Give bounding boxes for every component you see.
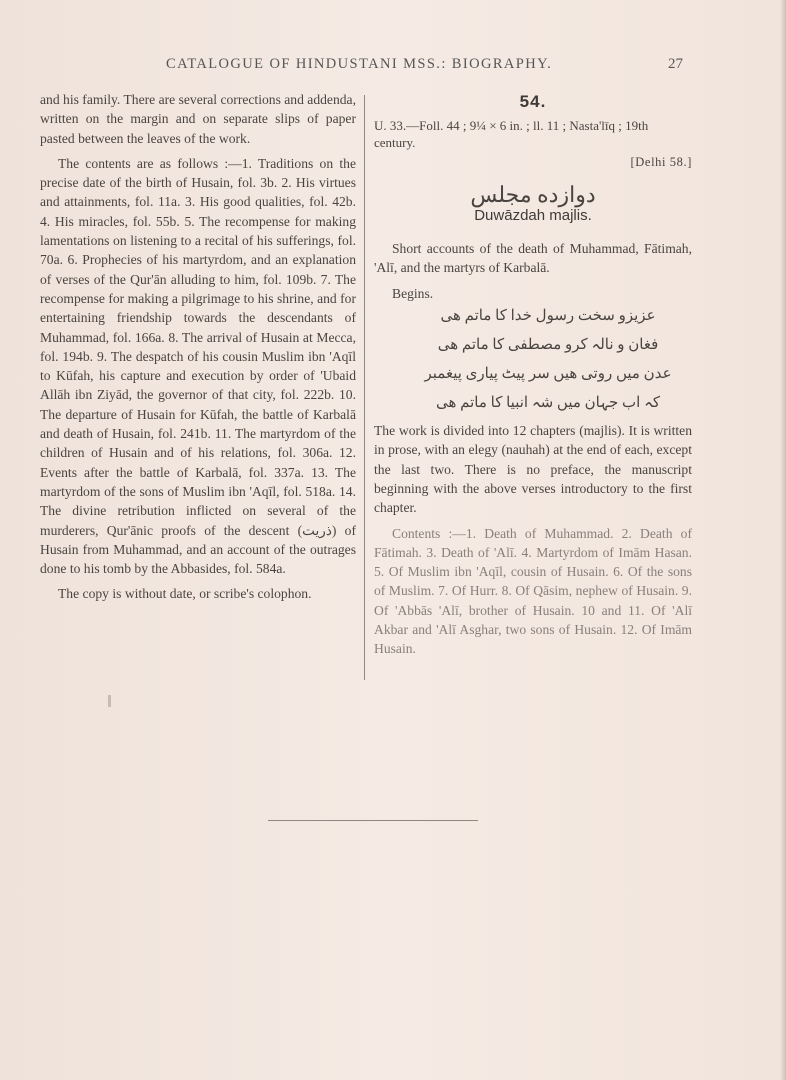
verse-line: عدن میں روتی هیں سر پیٹ پیاری پیغمبر bbox=[424, 366, 672, 383]
collection-reference: [Delhi 58.] bbox=[630, 155, 692, 170]
persian-title: دوازده مجلس bbox=[470, 181, 596, 207]
title-transliteration: Duwāzdah majlis. bbox=[474, 206, 592, 224]
colophon-note: The copy is without date, or scribe's colophon. bbox=[58, 586, 312, 602]
paper-mark bbox=[108, 695, 111, 707]
column-divider bbox=[364, 95, 365, 680]
shelfmark: U. 33.—Foll. 44 ; 9¼ × 6 in. ; ll. 11 ; Nasta'līq ; 19th century. bbox=[374, 118, 649, 151]
verse-line: کہ اب جہان میں شہ انبیا کا ماتم هی bbox=[435, 395, 661, 412]
left-column bbox=[40, 90, 356, 610]
running-head bbox=[0, 56, 786, 76]
continuation-paragraph: and his family. There are several corrections and addenda, written on the margin and on separate slips of paper pasted between the leaves of the work. bbox=[40, 92, 356, 146]
end-rule bbox=[268, 820, 478, 821]
running-title: CATALOGUE OF HINDUSTANI MSS.: BIOGRAPHY. bbox=[166, 56, 553, 72]
page-number: 27 bbox=[668, 56, 683, 72]
begins-label: Begins. bbox=[392, 285, 434, 301]
contents-paragraph: The contents are as follows :—1. Traditions on the precise date of the birth of Husain, fol. 3b. 2. His virtues and attainments, fol. 11a. 3. His good qualities, fol. 42b. 4. His miracles, fol. 55b. 5. The recompense for making lamentations on listening to a recital of his sufferings, fol. 70a. 6. Prophecies of his martyrdom, and an explanation of verses of the Qur'ān alluding to him, fol. 109b. 7. The recompense for making a pilgrimage to his shrine, and for entertaining friendship towards the descendants of Muhammad, fol. 166a. 8. The arrival of Husain at Mecca, fol. 194b. 9. The despatch of his cousin Muslim ibn 'Aqīl to Kūfah, his capture and execution by order of 'Ubaid Allāh ibn Ziyād, the governor of that city, fol. 222b. 10. The departure of Husain for Kūfah, the battle of Karbalā and death of Husain, fol. 241b. 11. The martyrdom of the children of Husain and of his relations, fol. 306a. 12. Events after the battle of Karbalā, fol. 337a. 13. The martyrdom of the sons of Muslim ibn 'Aqīl, fol. 518a. 14. The divine retribution inflicted on several of the murderers, Qur'ānic proofs of the descent (ذریت) of Husain from Muhammad, and an account of the outrages done to his tomb by the Abbasides, fol. 584a. bbox=[40, 155, 356, 577]
chapter-contents: Contents :—1. Death of Muhammad. 2. Death of Fātimah. 3. Death of 'Alī. 4. Martyrdom of Imām Hasan. 5. Of Muslim ibn 'Aqīl, cousin of Husain. 6. Of the sons of Muslim. 7. Of Hurr. 8. Of Qāsim, nephew of Husain. 9. Of 'Abbās 'Alī, brother of Husain. 10 and 11. Of 'Alī Akbar and 'Alī Asghar, two sons of Husain. 12. Of Imām Husain. bbox=[374, 525, 692, 657]
division-paragraph: The work is divided into 12 chapters (majlis). It is written in prose, with an elegy (nauhah) at the end of each, except the last two. There is no preface, the manuscript beginning with the above verses introductory to the first chapter. bbox=[374, 423, 692, 516]
right-column bbox=[374, 90, 692, 665]
verse-line: فغان و نالہ کرو مصطفی کا ماتم هی bbox=[437, 337, 659, 354]
verse-line: عزیزو سخت رسول خدا کا ماتم هی bbox=[440, 308, 656, 325]
opening-verses bbox=[374, 305, 692, 415]
description: Short accounts of the death of Muhammad, Fātimah, 'Alī, and the martyrs of Karbalā. bbox=[374, 241, 692, 276]
entry-number: 54. bbox=[519, 92, 547, 111]
